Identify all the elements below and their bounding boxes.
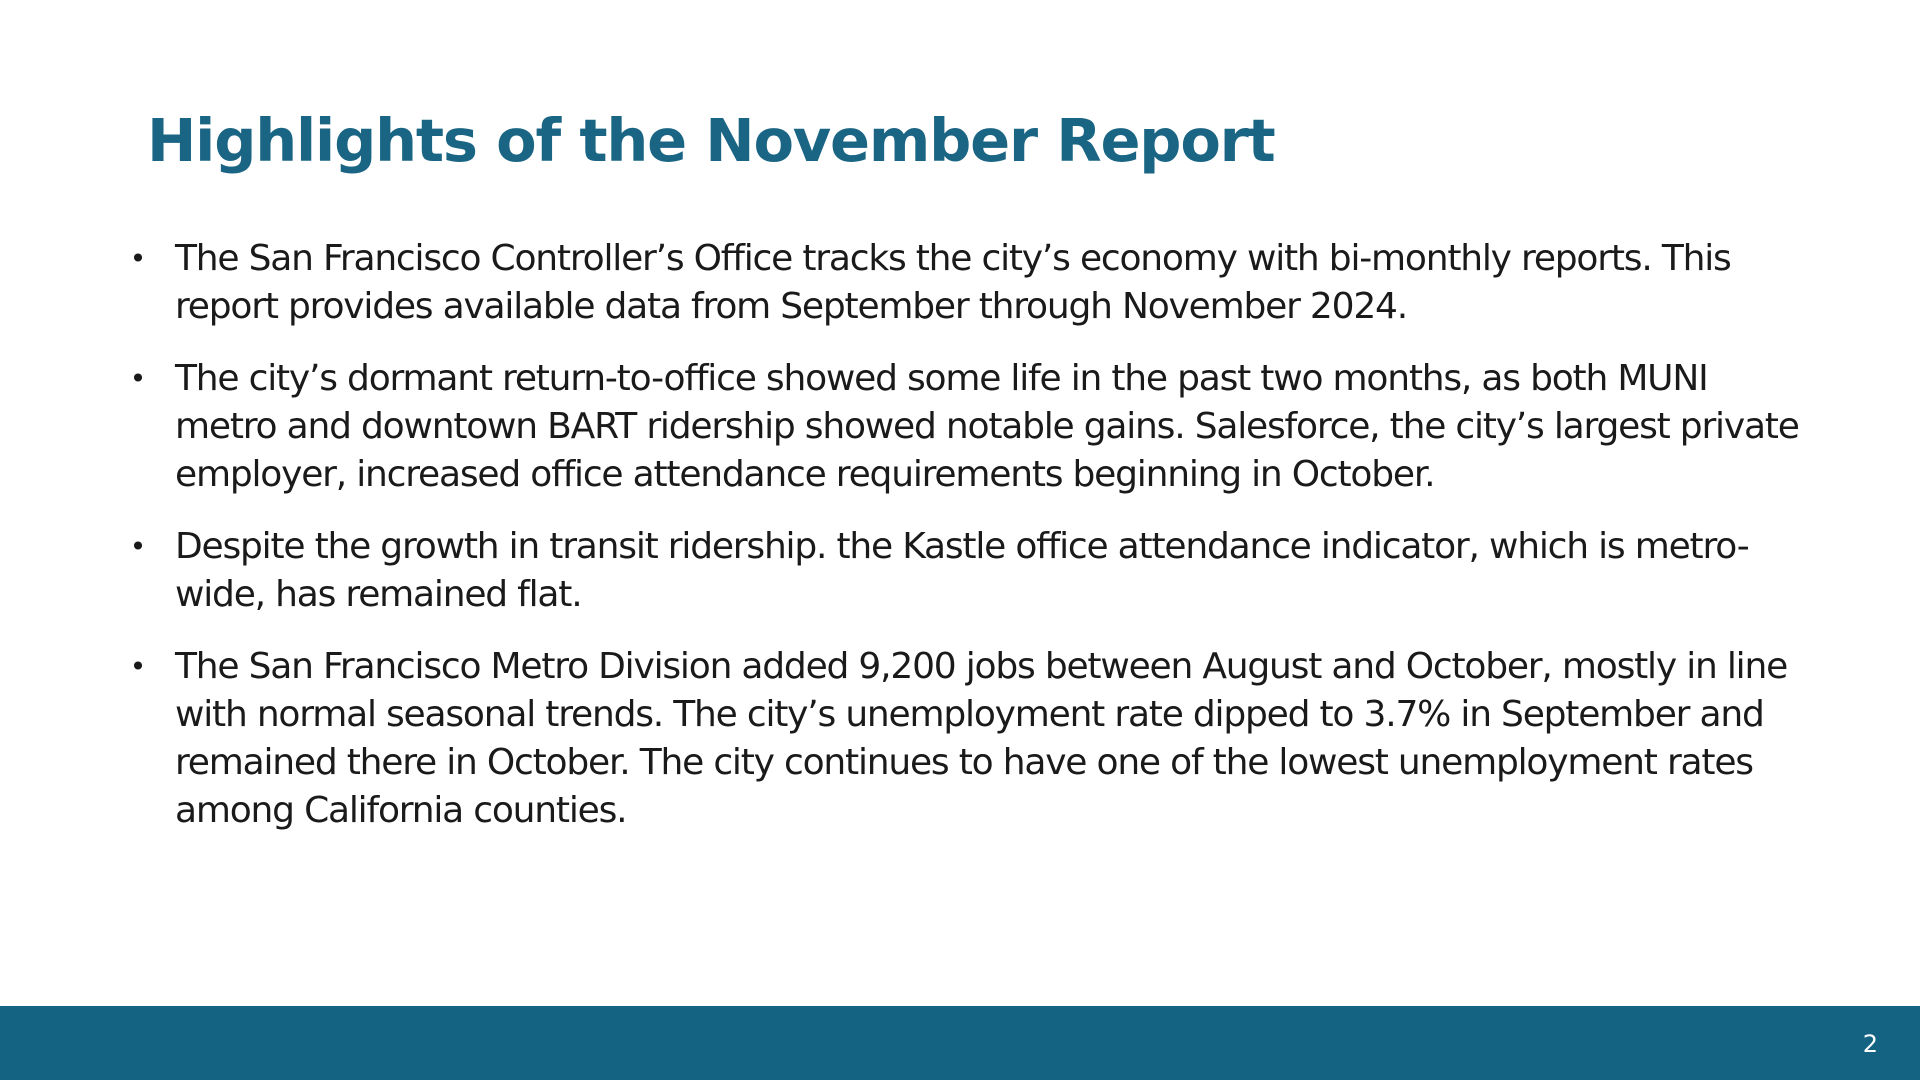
page-number: 2	[1862, 1030, 1878, 1058]
bullet-item	[128, 235, 1808, 331]
bullet-marker: •	[129, 242, 147, 275]
bullet-marker: •	[129, 362, 147, 395]
slide-title: Highlights of the November Report	[147, 106, 1275, 175]
footer-bar	[0, 1006, 1920, 1080]
bullet-item	[128, 643, 1808, 835]
bullet-text: The San Francisco Metro Division added 9,200 jobs between August and October, mostly in line with normal seasonal trends. The city’s unemployment rate dipped to 3.7% in September and remained there in October. The city continues to have one of the lowest unemployment rates among California counties.	[175, 646, 1788, 831]
bullet-text: Despite the growth in transit ridership. the Kastle office attendance indicator, which is metro-wide, has remained flat.	[175, 526, 1749, 615]
bullet-list	[128, 235, 1808, 859]
bullet-text: The city’s dormant return-to-office showed some life in the past two months, as both MUNI metro and downtown BART ridership showed notable gains. Salesforce, the city’s largest private employer, increased office attendance requirements beginning in October.	[175, 358, 1799, 495]
bullet-text: The San Francisco Controller’s Office tracks the city’s economy with bi-monthly reports. This report provides available data from September through November 2024.	[175, 238, 1731, 327]
bullet-marker: •	[129, 530, 147, 563]
bullet-item	[128, 355, 1808, 499]
bullet-marker: •	[129, 650, 147, 683]
bullet-item	[128, 523, 1808, 619]
